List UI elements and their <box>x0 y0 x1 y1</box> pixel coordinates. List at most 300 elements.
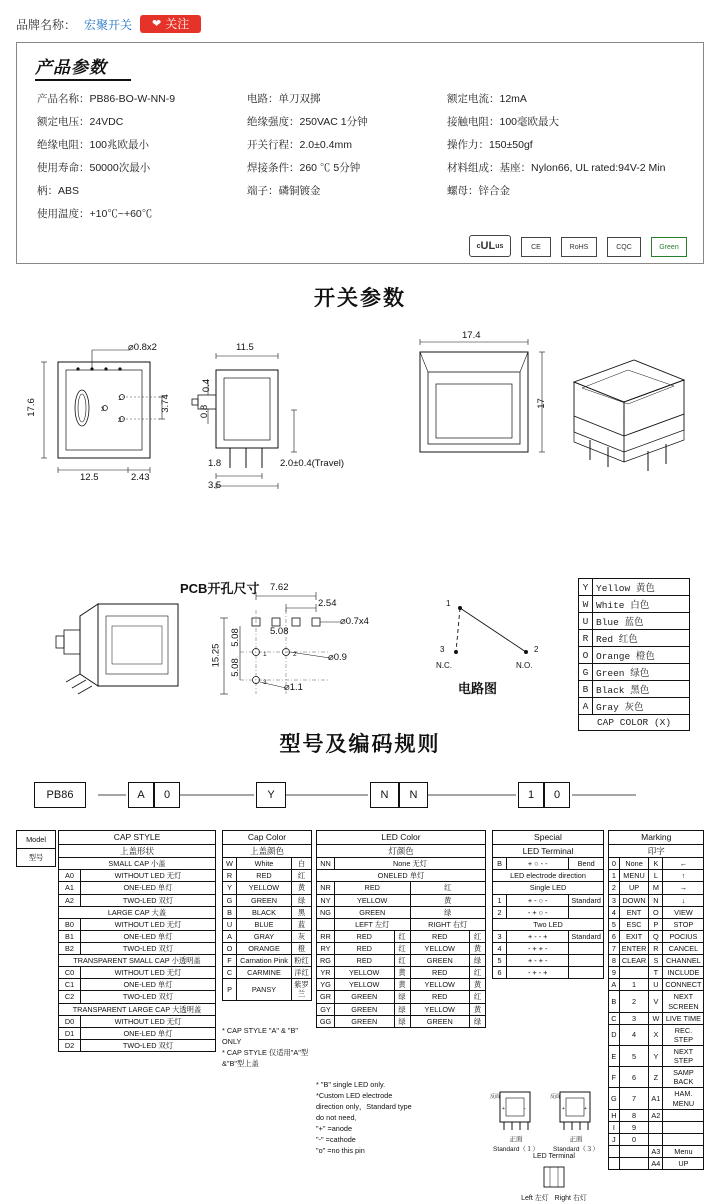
marking-code2: O <box>649 906 663 918</box>
marking-code: 0 <box>609 858 620 870</box>
ledcolor-r-en: RED <box>410 967 470 979</box>
fig-right-caption: 正面 <box>569 1136 583 1143</box>
capstyle-code: B0 <box>59 918 81 930</box>
ledcolor-note-6: "o" =no this pin <box>316 1145 365 1155</box>
special-note: Standard <box>569 930 604 942</box>
table-row <box>609 1088 704 1109</box>
fig-left-caption: 正面 <box>509 1136 523 1143</box>
dim-top-height-label: 17 <box>535 398 547 409</box>
marking-text: 9 <box>619 1121 649 1133</box>
dim-hole-label: ⌀0.8x2 <box>128 342 157 353</box>
capstyle-group-header: TRANSPARENT SMALL CAP 小透明盖 <box>59 955 216 967</box>
table-cap-style <box>58 830 216 1052</box>
table-row <box>59 844 216 858</box>
capcolor-cn: 黑 <box>292 906 312 918</box>
ledcolor-l-cn: 绿 <box>394 991 410 1003</box>
marking-code2: P <box>649 918 663 930</box>
table-row <box>59 882 216 894</box>
table-row <box>223 967 312 979</box>
table-row <box>223 882 312 894</box>
capstyle-desc: TWO-LED 双灯 <box>81 894 216 906</box>
dim-hole11-label: ⌀1.1 <box>284 682 303 693</box>
marking-code: 3 <box>609 894 620 906</box>
special-code: B <box>493 858 507 870</box>
marking-code: A <box>609 979 620 991</box>
table-row <box>493 844 604 858</box>
special-note: Bend <box>569 858 604 870</box>
marking-text: 7 <box>619 1088 649 1109</box>
ledcolor-l-en: RED <box>335 930 395 942</box>
capstyle-desc: WITHOUT LED 无灯 <box>81 918 216 930</box>
marking-code: E <box>609 1046 620 1067</box>
table-row <box>609 918 704 930</box>
ledcolor-code: RG <box>317 955 335 967</box>
capcolor-en: BLUE <box>237 918 292 930</box>
cqc-certification-icon: CQC <box>607 237 641 257</box>
marking-text: 5 <box>619 1046 649 1067</box>
ledcolor-left-header: LEFT 左灯 <box>335 918 411 930</box>
ledcolor-l-cn: 黄 <box>394 967 410 979</box>
marking-code2: M <box>649 882 663 894</box>
table-row <box>223 955 312 967</box>
marking-code2: A2 <box>649 1109 663 1121</box>
spec-title-underline <box>35 79 131 81</box>
marking-text <box>619 1158 649 1170</box>
dim-top-label: 11.5 <box>236 342 254 353</box>
capcolor-cn: 洋红 <box>292 967 312 979</box>
ledcolor-desc: None 无灯 <box>335 858 486 870</box>
cap-color-legend-table <box>578 578 690 731</box>
ce-certification-icon: CE <box>521 237 551 257</box>
capcolor-cn: 粉红 <box>292 955 312 967</box>
dim-c-label: 1.8 <box>208 458 222 469</box>
marking-subtitle: 印字 <box>609 844 704 858</box>
code-cell-marking: 0 <box>544 782 570 808</box>
spec-cell: 绝缘强度：250VAC 1分钟 <box>247 116 368 128</box>
table-row <box>59 1039 216 1051</box>
capstyle-code: A2 <box>59 894 81 906</box>
marking-text: 8 <box>619 1109 649 1121</box>
spec-cell <box>245 202 445 225</box>
table-row <box>59 967 216 979</box>
spec-cell: 材料组成：基座：Nylon66, UL rated:94V-2 Min <box>447 162 666 174</box>
marking-code2: W <box>649 1012 663 1024</box>
table-row <box>493 858 604 870</box>
ledcolor-r-cn: 红 <box>470 991 486 1003</box>
capcolor-subtitle: 上盖颜色 <box>223 844 312 858</box>
svg-text:反面: 反面 <box>550 1094 561 1100</box>
special-subtitle: LED Terminal <box>493 844 604 858</box>
pcb-title: PCB开孔尺寸 <box>180 581 260 596</box>
table-row <box>609 1067 704 1088</box>
ledcolor-title: LED Color <box>317 831 486 845</box>
svg-text:+: + <box>562 1106 565 1112</box>
ledcolor-r-en: RED <box>410 930 470 942</box>
capcolor-note-cn: * CAP STYLE 仅适用"A"型&"B"型上盖 <box>222 1047 309 1068</box>
spec-cell: 绝缘电阻：100兆欧最小 <box>37 139 150 151</box>
table-row <box>59 894 216 906</box>
table-row <box>493 882 604 894</box>
spec-cell: 额定电压：24VDC <box>37 116 124 128</box>
table-row <box>609 1133 704 1145</box>
marking-code: 8 <box>609 955 620 967</box>
capcolor-en: Carnation Pink <box>237 955 292 967</box>
legend-value: Blue 蓝色 <box>593 613 690 630</box>
drawing-circuit <box>430 590 570 700</box>
ledcolor-code: RR <box>317 930 335 942</box>
dim-pin-pitch-label: 3.74 <box>159 394 171 413</box>
ledcolor-note-5: "-" =cathode <box>316 1134 356 1144</box>
capcolor-code: A <box>223 930 237 942</box>
table-row <box>493 906 604 918</box>
dim-top-width-label: 17.4 <box>462 330 481 341</box>
marking-text <box>619 1145 649 1157</box>
marking-text: 2 <box>619 991 649 1012</box>
ledcolor-l-en: RED <box>335 955 395 967</box>
table-row <box>317 870 486 882</box>
dim-a-label: 0.4 <box>201 378 213 393</box>
table-row <box>493 870 604 882</box>
capcolor-code: O <box>223 943 237 955</box>
ledcolor-right-header: RIGHT 右灯 <box>410 918 486 930</box>
spec-cell: 柄：ABS <box>37 185 80 197</box>
table-row <box>59 1027 216 1039</box>
table-row <box>35 133 687 156</box>
ledcolor-r-cn: 黄 <box>470 1003 486 1015</box>
marking-code2: T <box>649 967 663 979</box>
figure-standard-1 <box>488 1088 544 1155</box>
ledcolor-r-en: YELLOW <box>410 979 470 991</box>
marking-text: UP <box>619 882 649 894</box>
table-row <box>579 664 690 681</box>
table-row <box>317 967 486 979</box>
capstyle-desc: TWO-LED 双灯 <box>81 991 216 1003</box>
brand-name[interactable]: 宏聚开关 <box>84 17 133 32</box>
capstyle-code: B2 <box>59 943 81 955</box>
ledcolor-r-en: GREEN <box>410 1015 470 1027</box>
table-row <box>609 979 704 991</box>
table-row <box>59 858 216 870</box>
table-row <box>59 870 216 882</box>
table-row <box>35 156 687 179</box>
marking-text2: LIVE TIME <box>663 1012 704 1024</box>
special-code: 6 <box>493 967 507 979</box>
table-row <box>609 882 704 894</box>
marking-code <box>609 1145 620 1157</box>
ledcolor-r-cn: 黄 <box>470 943 486 955</box>
marking-code: C <box>609 1012 620 1024</box>
brand-bar <box>16 10 704 38</box>
table-row <box>223 906 312 918</box>
figure-standard-3 <box>548 1088 604 1155</box>
table-model <box>16 830 56 867</box>
table-row <box>223 844 312 858</box>
spec-cell: 操作力：150±50gf <box>447 139 533 151</box>
marking-text: 3 <box>619 1012 649 1024</box>
spec-cell <box>445 202 687 225</box>
capcolor-cn: 白 <box>292 858 312 870</box>
ledcolor-en: RED <box>335 882 411 894</box>
special-pattern: - + + - <box>507 943 569 955</box>
ledcolor-r-en: YELLOW <box>410 1003 470 1015</box>
svg-text:1: 1 <box>446 599 451 608</box>
capstyle-title: CAP STYLE <box>59 831 216 845</box>
ledcolor-code: NY <box>317 894 335 906</box>
side-view-svg <box>190 340 370 500</box>
legend-value: White 白色 <box>593 596 690 613</box>
table-row <box>609 894 704 906</box>
table-row <box>223 858 312 870</box>
follow-button[interactable] <box>140 15 201 33</box>
table-row <box>17 849 56 867</box>
marking-text2: STOP <box>663 918 704 930</box>
drawing-isometric-view <box>556 336 706 486</box>
table-row <box>35 179 687 202</box>
legend-key: G <box>579 664 593 681</box>
ledcolor-l-en: GREEN <box>335 1015 395 1027</box>
spec-cell: 使用温度：+10℃~+60℃ <box>37 208 153 220</box>
capstyle-desc: ONE-LED 单灯 <box>81 1027 216 1039</box>
spec-cell: 接触电阻：100毫欧最大 <box>447 116 560 128</box>
ledcolor-l-cn: 红 <box>394 930 410 942</box>
product-spec-box <box>16 42 704 264</box>
table-row <box>609 967 704 979</box>
legend-value: Black 黑色 <box>593 681 690 698</box>
marking-code2: A1 <box>649 1088 663 1109</box>
table-row <box>35 110 687 133</box>
table-row <box>609 831 704 845</box>
special-code: 1 <box>493 894 507 906</box>
table-row <box>59 930 216 942</box>
dim-254-label: 2.54 <box>318 598 337 609</box>
ledcolor-code: GY <box>317 1003 335 1015</box>
marking-code: I <box>609 1121 620 1133</box>
svg-text:+: + <box>502 1106 505 1112</box>
marking-text: ESC <box>619 918 649 930</box>
capcolor-en: White <box>237 858 292 870</box>
table-row <box>609 858 704 870</box>
table-marking <box>608 830 704 1170</box>
marking-text2 <box>663 1109 704 1121</box>
dim-height-label: 17.6 <box>25 398 37 417</box>
table-row <box>493 930 604 942</box>
table-row <box>609 1109 704 1121</box>
marking-code2: X <box>649 1024 663 1045</box>
table-row <box>317 894 486 906</box>
marking-text: CLEAR <box>619 955 649 967</box>
table-row <box>609 870 704 882</box>
svg-text:3: 3 <box>440 645 445 654</box>
table-row <box>317 991 486 1003</box>
led-terminal-block <box>514 1152 594 1204</box>
legend-key: W <box>579 596 593 613</box>
dim-508a-label: 5.08 <box>229 628 241 647</box>
table-row <box>609 1012 704 1024</box>
capcolor-en: BLACK <box>237 906 292 918</box>
marking-code: F <box>609 1067 620 1088</box>
capstyle-desc: TWO-LED 双灯 <box>81 1039 216 1051</box>
table-row <box>317 930 486 942</box>
spec-cell: 额定电流：12mA <box>447 93 527 105</box>
capcolor-en: CARMINE <box>237 967 292 979</box>
marking-text: ENTER <box>619 943 649 955</box>
special-pattern: + ○ - - <box>507 858 569 870</box>
code-cell-special: 1 <box>518 782 544 808</box>
marking-text2: ← <box>663 858 704 870</box>
table-row <box>317 918 486 930</box>
table-row <box>317 1003 486 1015</box>
marking-title: Marking <box>609 831 704 845</box>
marking-text: 4 <box>619 1024 649 1045</box>
table-row <box>317 955 486 967</box>
marking-text2: NEXT SCREEN <box>663 991 704 1012</box>
marking-code2: K <box>649 858 663 870</box>
ledcolor-r-en: YELLOW <box>410 943 470 955</box>
capstyle-group-header: TRANSPARENT LARGE CAP 大透明盖 <box>59 1003 216 1015</box>
table-row <box>579 630 690 647</box>
ledcolor-r-en: GREEN <box>410 955 470 967</box>
legend-key: R <box>579 630 593 647</box>
spec-table <box>35 87 687 225</box>
circuit-svg <box>430 590 570 700</box>
table-row <box>317 858 486 870</box>
special-note <box>569 943 604 955</box>
legend-value: Green 绿色 <box>593 664 690 681</box>
marking-code2: S <box>649 955 663 967</box>
code-cell-ledcolor-2: N <box>399 782 428 808</box>
marking-text: ENT <box>619 906 649 918</box>
ledcolor-r-cn: 绿 <box>470 955 486 967</box>
table-row <box>609 1046 704 1067</box>
marking-text: 0 <box>619 1133 649 1145</box>
ledcolor-l-en: GREEN <box>335 991 395 1003</box>
table-row <box>493 943 604 955</box>
table-row <box>579 647 690 664</box>
ledcolor-l-en: YELLOW <box>335 979 395 991</box>
dim-small-label: 2.43 <box>131 472 150 483</box>
table-row <box>17 831 56 849</box>
marking-code: 9 <box>609 967 620 979</box>
code-cell-capstyle-1: A <box>128 782 154 808</box>
table-row <box>493 967 604 979</box>
capstyle-desc: ONE-LED 单灯 <box>81 882 216 894</box>
brand-label: 品牌名称： <box>16 17 77 32</box>
capcolor-en: RED <box>237 870 292 882</box>
capcolor-en: GREEN <box>237 894 292 906</box>
svg-text:N.C.: N.C. <box>436 661 452 670</box>
ledcolor-code: NN <box>317 858 335 870</box>
marking-text: 1 <box>619 979 649 991</box>
marking-code2: R <box>649 943 663 955</box>
svg-text:-: - <box>524 1106 526 1112</box>
legend-key: A <box>579 698 593 715</box>
capstyle-code: A0 <box>59 870 81 882</box>
capcolor-code: P <box>223 979 237 1000</box>
table-row <box>35 87 687 110</box>
special-pattern: + - + - <box>507 955 569 967</box>
table-row <box>609 906 704 918</box>
table-row <box>317 979 486 991</box>
svg-text:1: 1 <box>118 396 122 402</box>
marking-text2: ↑ <box>663 870 704 882</box>
table-row <box>317 844 486 858</box>
ledcolor-code: YG <box>317 979 335 991</box>
svg-text:2: 2 <box>534 645 539 654</box>
ledcolor-group-header: ONELED 单灯 <box>317 870 486 882</box>
marking-text2: VIEW <box>663 906 704 918</box>
capcolor-code: U <box>223 918 237 930</box>
capcolor-cn: 橙 <box>292 943 312 955</box>
front-view-svg <box>30 340 213 490</box>
marking-text2: REC. STEP <box>663 1024 704 1045</box>
special-pattern: - + ○ - <box>507 906 569 918</box>
table-row <box>609 991 704 1012</box>
marking-code: G <box>609 1088 620 1109</box>
marking-text2: NEXT STEP <box>663 1046 704 1067</box>
svg-text:+: + <box>584 1106 587 1112</box>
table-row <box>609 1024 704 1045</box>
marking-text: 6 <box>619 1067 649 1088</box>
spec-cell: 使用寿命：50000次最小 <box>37 162 151 174</box>
marking-text2: CANCEL <box>663 943 704 955</box>
marking-code2 <box>649 1121 663 1133</box>
spec-title: 产品参数 <box>35 58 107 77</box>
spec-cell: 开关行程：2.0±0.4mm <box>247 139 352 151</box>
capstyle-desc: WITHOUT LED 无灯 <box>81 967 216 979</box>
special-two-header: Two LED <box>493 918 604 930</box>
capcolor-cn: 灰 <box>292 930 312 942</box>
capcolor-cn: 黄 <box>292 882 312 894</box>
table-row <box>35 202 687 225</box>
svg-text:3: 3 <box>263 679 267 686</box>
ledcolor-code: GR <box>317 991 335 1003</box>
spec-cell: 端子：磷铜镀金 <box>247 185 321 197</box>
section-heading-model-coding: 型号及编码规则 <box>279 733 441 756</box>
marking-text: DOWN <box>619 894 649 906</box>
ledcolor-l-cn: 绿 <box>394 1015 410 1027</box>
table-row <box>59 906 216 918</box>
marking-code2: L <box>649 870 663 882</box>
code-cell-capcolor: Y <box>256 782 286 808</box>
capcolor-code: B <box>223 906 237 918</box>
marking-code: D <box>609 1024 620 1045</box>
table-row <box>579 579 690 596</box>
drawing-side-view <box>190 340 370 500</box>
ledcolor-cn: 绿 <box>410 906 486 918</box>
table-row <box>59 831 216 845</box>
led-terminal-icon <box>534 1165 574 1191</box>
marking-code2: A4 <box>649 1158 663 1170</box>
marking-text2: UP <box>663 1158 704 1170</box>
capstyle-code: D2 <box>59 1039 81 1051</box>
table-row <box>609 930 704 942</box>
marking-text2: INCLUDE <box>663 967 704 979</box>
led-terminal-fig-right-svg <box>548 1088 604 1132</box>
ledcolor-note-1: *Custom LED electrode <box>316 1090 393 1100</box>
table-row <box>579 613 690 630</box>
table-row <box>223 979 312 1000</box>
special-note <box>569 955 604 967</box>
led-terminal-fig-left-svg <box>488 1088 544 1132</box>
code-connector-lines <box>16 782 704 812</box>
marking-text2: ↓ <box>663 894 704 906</box>
svg-text:反面: 反面 <box>490 1094 501 1100</box>
capstyle-subtitle: 上盖形状 <box>59 844 216 858</box>
dim-762-label: 7.62 <box>270 582 289 593</box>
special-note: Standard <box>569 894 604 906</box>
table-row <box>609 1121 704 1133</box>
marking-code: 5 <box>609 918 620 930</box>
